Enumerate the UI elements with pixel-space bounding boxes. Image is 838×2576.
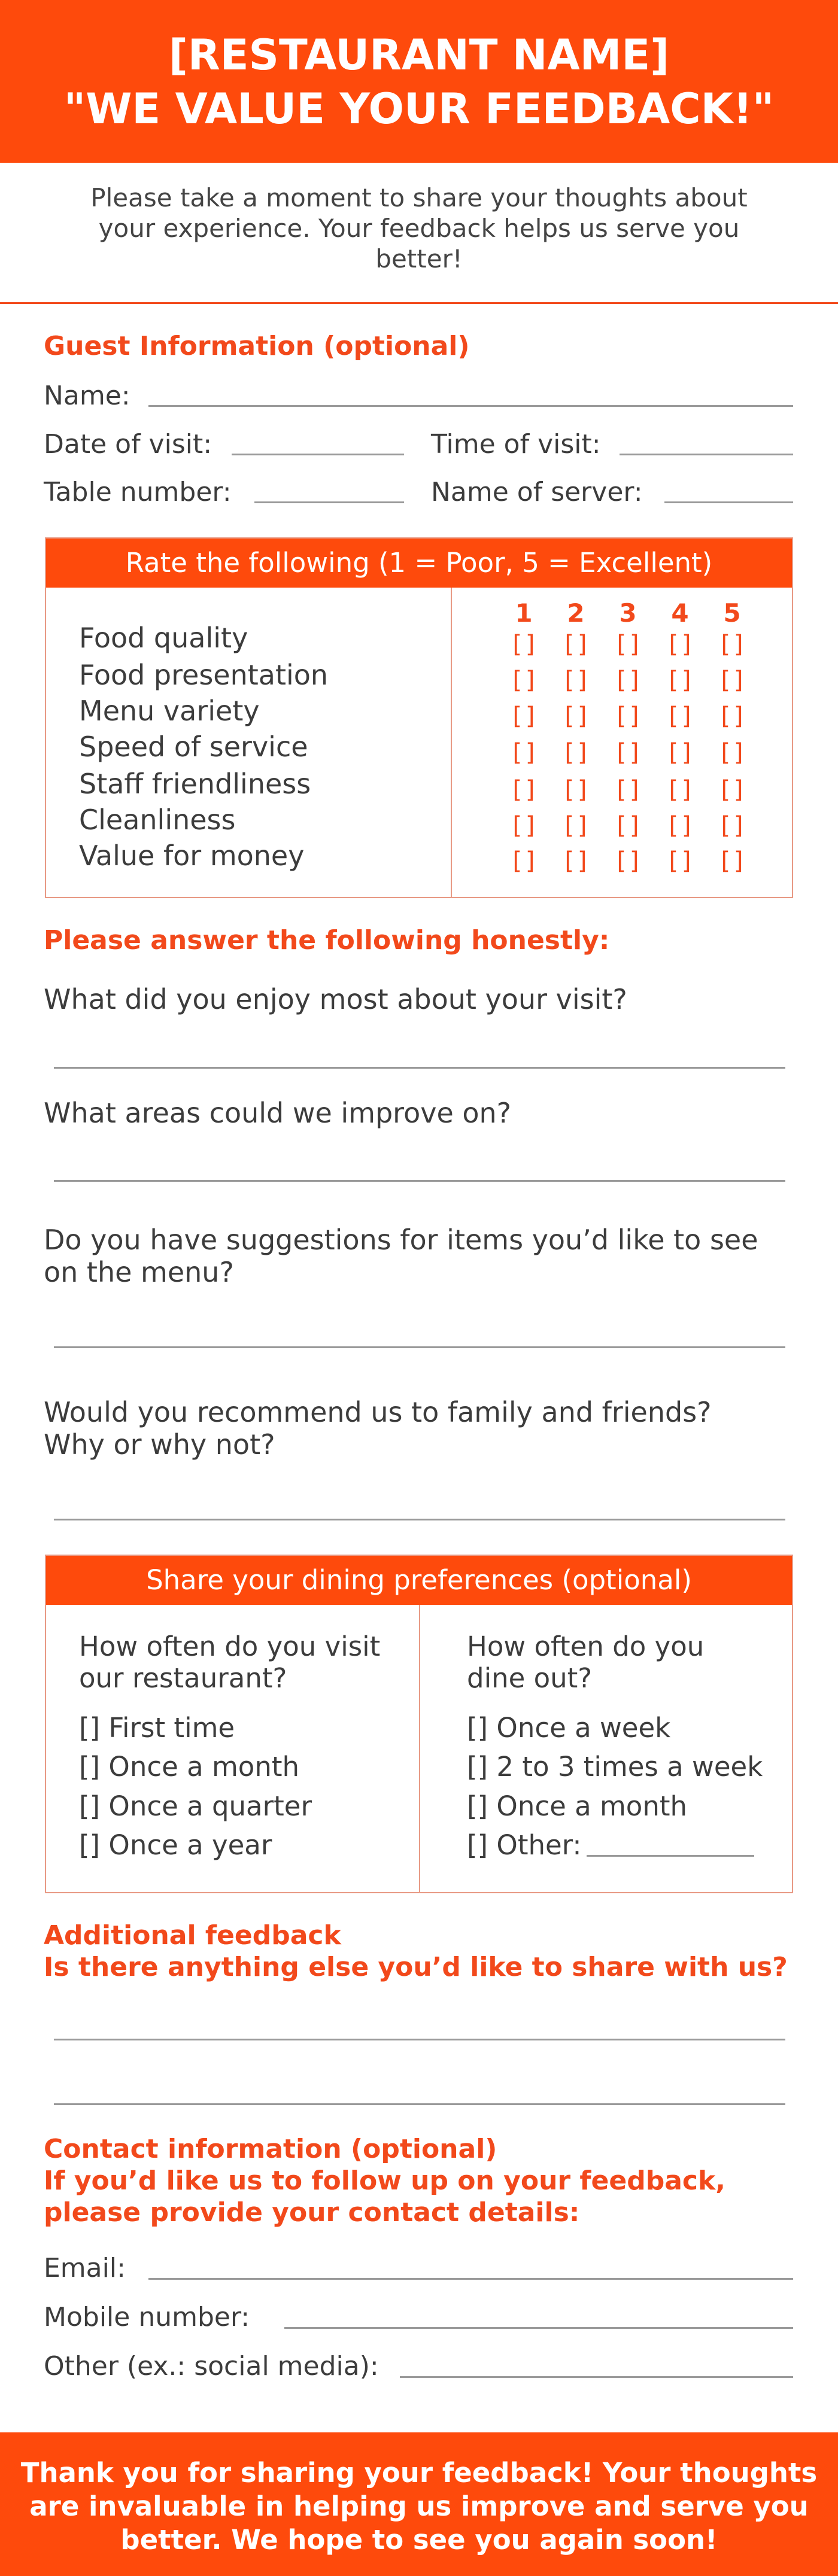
rating-checkbox-row2-col3[interactable]: []	[613, 667, 643, 694]
rating-checkbox-row6-col1[interactable]: []	[509, 812, 539, 840]
visit-frequency-question: How often do you visit our restaurant?	[79, 1631, 381, 1694]
contact-title: Contact information (optional)	[44, 2134, 497, 2164]
intro-divider	[0, 302, 838, 304]
rating-checkbox-row2-col5[interactable]: []	[717, 667, 747, 694]
rating-checkbox-row2-col2[interactable]: []	[561, 667, 591, 694]
rating-checkbox-row7-col4[interactable]: []	[665, 847, 695, 875]
rating-checkbox-row2-col1[interactable]: []	[509, 667, 539, 694]
date-field[interactable]	[232, 454, 404, 455]
mobile-label: Mobile number:	[44, 2302, 250, 2332]
scale-label-4: 4	[671, 598, 689, 628]
time-label: Time of visit:	[431, 429, 601, 460]
form-header	[0, 0, 838, 163]
scale-label-1: 1	[515, 598, 533, 628]
rating-checkbox-row1-col3[interactable]: []	[613, 631, 643, 658]
intro-text: Please take a moment to share your thoughts about your experience. Your feedback helps us serve you better!	[90, 183, 748, 273]
rating-checkbox-row5-col3[interactable]: []	[613, 776, 643, 804]
guest-info-title: Guest Information (optional)	[44, 331, 470, 361]
rating-checkbox-row7-col2[interactable]: []	[561, 847, 591, 875]
rating-checkbox-row3-col1[interactable]: []	[509, 702, 539, 730]
rating-checkbox-row5-col1[interactable]: []	[509, 776, 539, 804]
criterion-menu-variety: Menu variety	[79, 695, 260, 727]
criterion-food-quality: Food quality	[79, 622, 248, 654]
additional-title: Additional feedback	[44, 1920, 341, 1951]
honest-title: Please answer the following honestly:	[44, 925, 610, 956]
restaurant-name: [RESTAURANT NAME]	[168, 31, 670, 80]
criterion-speed-of-service: Speed of service	[79, 731, 308, 763]
rating-checkbox-row7-col1[interactable]: []	[509, 847, 539, 875]
mobile-field[interactable]	[284, 2327, 793, 2329]
thank-you-footer: Thank you for sharing your feedback! Your thoughts are invaluable in helping us improve and serve you better. We hope to see you again soon!	[0, 2432, 838, 2576]
rating-checkbox-row3-col5[interactable]: []	[717, 702, 747, 730]
form-title: "WE VALUE YOUR FEEDBACK!"	[63, 84, 775, 133]
scale-label-3: 3	[619, 598, 637, 628]
question-recommend: Would you recommend us to family and friends? Why or why not?	[44, 1396, 712, 1461]
rating-checkbox-row7-col3[interactable]: []	[613, 847, 643, 875]
rating-checkbox-row4-col1[interactable]: []	[509, 739, 539, 767]
rating-checkbox-row6-col4[interactable]: []	[665, 812, 695, 840]
rating-checkbox-row5-col2[interactable]: []	[561, 776, 591, 804]
rating-checkbox-row1-col5[interactable]: []	[717, 631, 747, 658]
rating-checkbox-row3-col4[interactable]: []	[665, 702, 695, 730]
dine-option-2-3-times-week[interactable]: [] 2 to 3 times a week	[467, 1751, 763, 1783]
rating-divider	[451, 588, 452, 898]
criterion-staff-friendliness: Staff friendliness	[79, 768, 311, 800]
rating-checkbox-row6-col5[interactable]: []	[717, 812, 747, 840]
email-field[interactable]	[148, 2278, 793, 2280]
visit-option-once-a-quarter[interactable]: [] Once a quarter	[79, 1790, 312, 1822]
answer-improve-line[interactable]	[54, 1180, 785, 1182]
contact-instruction-2: please provide your contact details:	[44, 2197, 580, 2228]
rating-checkbox-row5-col4[interactable]: []	[665, 776, 695, 804]
criterion-food-presentation: Food presentation	[79, 659, 329, 691]
rating-header: Rate the following (1 = Poor, 5 = Excellent)	[46, 539, 792, 588]
additional-line-2[interactable]	[54, 2103, 785, 2105]
answer-menu-items-line[interactable]	[54, 1346, 785, 1348]
additional-line-1[interactable]	[54, 2039, 785, 2040]
email-label: Email:	[44, 2253, 126, 2283]
other-contact-field[interactable]	[400, 2376, 793, 2378]
rating-checkbox-row7-col5[interactable]: []	[717, 847, 747, 875]
rating-checkbox-row4-col2[interactable]: []	[561, 739, 591, 767]
contact-instruction-1: If you’d like us to follow up on your feedback,	[44, 2166, 725, 2196]
date-label: Date of visit:	[44, 429, 212, 460]
rating-checkbox-row2-col4[interactable]: []	[665, 667, 695, 694]
name-label: Name:	[44, 381, 130, 411]
answer-recommend-line[interactable]	[54, 1519, 785, 1520]
preferences-divider	[419, 1605, 420, 1893]
preferences-table	[45, 1555, 793, 1893]
dine-option-once-a-week[interactable]: [] Once a week	[467, 1712, 671, 1744]
rating-checkbox-row5-col5[interactable]: []	[717, 776, 747, 804]
time-field[interactable]	[620, 454, 793, 455]
dine-option-other[interactable]: [] Other:	[467, 1829, 582, 1861]
visit-option-first-time[interactable]: [] First time	[79, 1712, 235, 1744]
question-improve: What areas could we improve on?	[44, 1097, 512, 1129]
dine-option-once-a-month[interactable]: [] Once a month	[467, 1790, 688, 1822]
criterion-value-for-money: Value for money	[79, 840, 305, 872]
rating-checkbox-row4-col5[interactable]: []	[717, 739, 747, 767]
rating-checkbox-row6-col3[interactable]: []	[613, 812, 643, 840]
scale-label-2: 2	[567, 598, 585, 628]
question-enjoy: What did you enjoy most about your visit?	[44, 983, 627, 1015]
other-contact-label: Other (ex.: social media):	[44, 2351, 379, 2382]
table-label: Table number:	[44, 477, 232, 507]
server-field[interactable]	[664, 501, 793, 503]
rating-table	[45, 537, 793, 898]
rating-checkbox-row4-col4[interactable]: []	[665, 739, 695, 767]
rating-checkbox-row1-col1[interactable]: []	[509, 631, 539, 658]
name-field[interactable]	[148, 405, 793, 407]
server-label: Name of server:	[431, 477, 643, 507]
visit-option-once-a-year[interactable]: [] Once a year	[79, 1829, 272, 1861]
dine-other-field[interactable]	[587, 1855, 754, 1857]
rating-checkbox-row4-col3[interactable]: []	[613, 739, 643, 767]
answer-enjoy-line[interactable]	[54, 1067, 785, 1069]
preferences-header: Share your dining preferences (optional)	[46, 1556, 792, 1605]
rating-checkbox-row3-col3[interactable]: []	[613, 702, 643, 730]
question-menu-items: Do you have suggestions for items you’d like to see on the menu?	[44, 1224, 758, 1288]
table-field[interactable]	[254, 501, 404, 503]
rating-checkbox-row3-col2[interactable]: []	[561, 702, 591, 730]
additional-question: Is there anything else you’d like to share with us?	[44, 1952, 788, 1982]
visit-option-once-a-month[interactable]: [] Once a month	[79, 1751, 300, 1783]
criterion-cleanliness: Cleanliness	[79, 804, 236, 836]
rating-checkbox-row1-col2[interactable]: []	[561, 631, 591, 658]
dine-out-question: How often do you dine out?	[467, 1631, 705, 1694]
rating-checkbox-row1-col4[interactable]: []	[665, 631, 695, 658]
rating-checkbox-row6-col2[interactable]: []	[561, 812, 591, 840]
scale-label-5: 5	[723, 598, 741, 628]
